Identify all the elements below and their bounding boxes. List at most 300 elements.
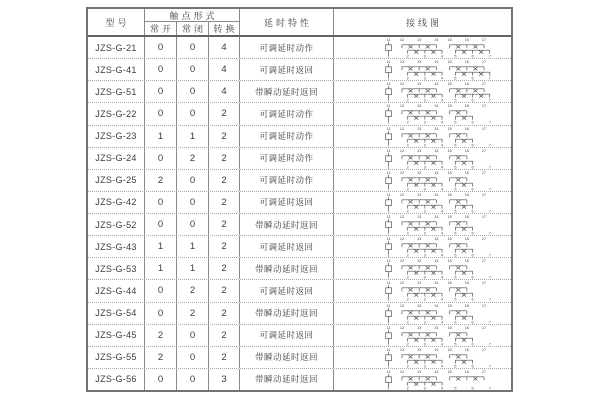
svg-text:6: 6 [471, 364, 474, 368]
svg-text:15: 15 [447, 82, 452, 87]
svg-text:11: 11 [386, 369, 391, 374]
svg-text:5: 5 [454, 320, 457, 324]
svg-text:6: 6 [471, 143, 474, 147]
svg-text:13: 13 [417, 104, 422, 109]
svg-text:3: 3 [423, 143, 426, 147]
normally-closed-cell: 2 [177, 303, 209, 324]
wiring-diagram [334, 37, 511, 58]
wiring-diagram [334, 170, 511, 191]
delay-characteristic-cell: 可调延时动作 [240, 37, 334, 58]
svg-text:13: 13 [417, 369, 422, 374]
svg-text:7: 7 [488, 364, 491, 368]
svg-text:3: 3 [423, 342, 426, 346]
svg-text:12: 12 [399, 303, 405, 308]
normally-closed-cell: 1 [177, 126, 209, 147]
svg-text:4: 4 [440, 120, 444, 125]
svg-text:14: 14 [434, 192, 439, 197]
svg-text:1: 1 [387, 76, 390, 81]
svg-text:6: 6 [471, 275, 474, 280]
svg-text:13: 13 [417, 325, 422, 330]
svg-text:5: 5 [454, 342, 457, 346]
normally-closed-cell: 0 [177, 170, 209, 191]
wiring-diagram [334, 325, 511, 346]
svg-text:4: 4 [440, 386, 444, 390]
svg-text:6: 6 [471, 297, 474, 302]
svg-text:13: 13 [417, 170, 422, 175]
svg-text:3: 3 [423, 297, 426, 302]
svg-text:5: 5 [454, 54, 457, 59]
delay-characteristic-cell: 带瞬动延时返回 [240, 369, 334, 390]
svg-text:7: 7 [488, 54, 491, 59]
svg-text:7: 7 [488, 320, 491, 324]
svg-text:1: 1 [387, 297, 390, 302]
svg-text:5: 5 [454, 231, 457, 236]
normally-open-cell: 0 [145, 37, 177, 58]
svg-text:17: 17 [481, 214, 487, 219]
wiring-diagram [334, 280, 511, 301]
svg-text:17: 17 [481, 369, 487, 374]
svg-text:4: 4 [440, 165, 444, 169]
svg-text:16: 16 [464, 325, 469, 330]
svg-text:16: 16 [464, 303, 469, 308]
svg-text:13: 13 [417, 237, 422, 242]
svg-text:12: 12 [399, 214, 405, 219]
svg-text:2: 2 [406, 253, 409, 258]
svg-text:4: 4 [440, 342, 444, 346]
svg-text:6: 6 [471, 187, 474, 191]
svg-text:15: 15 [447, 170, 452, 175]
svg-text:6: 6 [471, 120, 474, 125]
svg-text:15: 15 [447, 369, 452, 374]
normally-closed-cell: 0 [177, 37, 209, 58]
model-cell: JZS-G-45 [88, 325, 145, 346]
relay-model-table [86, 7, 513, 392]
svg-text:1: 1 [387, 320, 390, 324]
header-changeover: 转换 [209, 22, 240, 35]
svg-text:14: 14 [434, 237, 439, 242]
header-model: 型号 [88, 9, 145, 35]
changeover-cell: 2 [209, 236, 240, 257]
table-row [88, 213, 511, 235]
svg-text:14: 14 [434, 281, 439, 286]
delay-characteristic-cell: 带瞬动延时返回 [240, 347, 334, 368]
normally-open-cell: 0 [145, 369, 177, 390]
svg-text:5: 5 [454, 364, 457, 368]
svg-text:14: 14 [434, 126, 439, 131]
svg-text:15: 15 [447, 347, 452, 352]
svg-text:2: 2 [406, 297, 409, 302]
svg-text:14: 14 [434, 259, 439, 264]
wiring-diagram [334, 303, 511, 324]
svg-text:4: 4 [440, 320, 444, 324]
svg-text:13: 13 [417, 303, 422, 308]
svg-text:16: 16 [464, 104, 469, 109]
delay-characteristic-cell: 可调延时动作 [240, 170, 334, 191]
table-row [88, 235, 511, 257]
normally-open-cell: 2 [145, 170, 177, 191]
delay-characteristic-cell: 可调延时返回 [240, 280, 334, 301]
svg-text:3: 3 [423, 275, 426, 280]
svg-text:1: 1 [387, 253, 390, 258]
svg-text:12: 12 [399, 60, 405, 65]
table-row [88, 125, 511, 147]
svg-text:11: 11 [386, 148, 391, 153]
normally-open-cell: 1 [145, 236, 177, 257]
svg-text:6: 6 [471, 165, 474, 169]
table-row [88, 279, 511, 301]
svg-text:4: 4 [440, 98, 444, 103]
svg-text:14: 14 [434, 369, 439, 374]
svg-text:11: 11 [386, 104, 391, 109]
svg-text:17: 17 [481, 37, 487, 42]
svg-text:14: 14 [434, 214, 439, 219]
delay-characteristic-cell: 可调延时动作 [240, 148, 334, 169]
svg-text:7: 7 [488, 187, 491, 191]
normally-closed-cell: 0 [177, 192, 209, 213]
changeover-cell: 2 [209, 170, 240, 191]
svg-text:5: 5 [454, 98, 457, 103]
svg-text:2: 2 [406, 76, 409, 81]
svg-text:15: 15 [447, 237, 452, 242]
normally-closed-cell: 0 [177, 325, 209, 346]
wiring-diagram [334, 81, 511, 102]
svg-text:17: 17 [481, 104, 487, 109]
changeover-cell: 4 [209, 81, 240, 102]
svg-text:7: 7 [488, 275, 491, 280]
svg-text:1: 1 [387, 231, 390, 236]
model-cell: JZS-G-21 [88, 37, 145, 58]
svg-text:11: 11 [386, 325, 391, 330]
svg-text:14: 14 [434, 60, 439, 65]
wiring-diagram [334, 258, 511, 279]
svg-text:3: 3 [423, 54, 426, 59]
svg-text:3: 3 [423, 98, 426, 103]
svg-text:14: 14 [434, 170, 439, 175]
wiring-diagram [334, 126, 511, 147]
svg-text:1: 1 [387, 209, 390, 213]
model-cell: JZS-G-24 [88, 148, 145, 169]
svg-text:11: 11 [386, 37, 391, 42]
svg-text:3: 3 [423, 187, 426, 191]
svg-text:2: 2 [406, 54, 409, 59]
svg-text:7: 7 [488, 342, 491, 346]
svg-text:12: 12 [399, 104, 405, 109]
svg-text:6: 6 [471, 231, 474, 236]
svg-text:7: 7 [488, 231, 491, 236]
svg-text:3: 3 [423, 364, 426, 368]
svg-text:17: 17 [481, 325, 487, 330]
delay-characteristic-cell: 带瞬动延时返回 [240, 214, 334, 235]
normally-open-cell: 1 [145, 258, 177, 279]
changeover-cell: 2 [209, 214, 240, 235]
svg-text:12: 12 [399, 347, 405, 352]
svg-text:16: 16 [464, 214, 469, 219]
svg-text:15: 15 [447, 214, 452, 219]
svg-text:5: 5 [454, 165, 457, 169]
table-row [88, 37, 511, 58]
svg-text:1: 1 [387, 120, 390, 125]
svg-text:16: 16 [464, 126, 469, 131]
normally-closed-cell: 0 [177, 59, 209, 80]
table-row [88, 80, 511, 102]
svg-text:14: 14 [434, 82, 439, 87]
wiring-diagram [334, 236, 511, 257]
delay-characteristic-cell: 带瞬动延时返回 [240, 303, 334, 324]
svg-text:11: 11 [386, 259, 391, 264]
svg-text:1: 1 [387, 386, 390, 390]
svg-text:11: 11 [386, 237, 391, 242]
svg-text:3: 3 [423, 120, 426, 125]
header-wiring-diagram: 接线图 [405, 17, 442, 28]
svg-text:4: 4 [440, 231, 444, 236]
wiring-diagram [334, 214, 511, 235]
svg-text:7: 7 [488, 143, 491, 147]
model-cell: JZS-G-42 [88, 192, 145, 213]
svg-text:15: 15 [447, 126, 452, 131]
svg-text:16: 16 [464, 37, 469, 42]
svg-text:11: 11 [386, 60, 391, 65]
svg-text:6: 6 [471, 54, 474, 59]
changeover-cell: 2 [209, 325, 240, 346]
svg-text:17: 17 [481, 82, 487, 87]
svg-text:15: 15 [447, 325, 452, 330]
table-row [88, 58, 511, 80]
table-row [88, 257, 511, 279]
header-normally-closed: 常闭 [177, 22, 209, 35]
svg-text:5: 5 [454, 209, 457, 213]
model-cell: JZS-G-41 [88, 59, 145, 80]
wiring-diagram [334, 347, 511, 368]
model-cell: JZS-G-23 [88, 126, 145, 147]
table-header [88, 9, 511, 37]
svg-text:15: 15 [447, 192, 452, 197]
svg-text:12: 12 [399, 37, 405, 42]
svg-text:1: 1 [387, 187, 390, 191]
svg-text:2: 2 [406, 143, 409, 147]
svg-text:17: 17 [481, 192, 487, 197]
svg-text:11: 11 [386, 126, 391, 131]
svg-text:15: 15 [447, 60, 452, 65]
svg-text:17: 17 [481, 347, 487, 352]
svg-text:14: 14 [434, 347, 439, 352]
svg-text:13: 13 [417, 148, 422, 153]
svg-text:11: 11 [386, 347, 391, 352]
table-row [88, 169, 511, 191]
normally-open-cell: 0 [145, 148, 177, 169]
normally-open-cell: 0 [145, 280, 177, 301]
table-row [88, 346, 511, 368]
svg-text:15: 15 [447, 281, 452, 286]
svg-text:11: 11 [386, 214, 391, 219]
svg-text:15: 15 [447, 104, 452, 109]
table-row [88, 368, 511, 390]
svg-text:16: 16 [464, 347, 469, 352]
svg-text:17: 17 [481, 259, 487, 264]
header-normally-open: 常开 [145, 22, 177, 35]
changeover-cell: 2 [209, 192, 240, 213]
normally-closed-cell: 0 [177, 103, 209, 124]
svg-text:11: 11 [386, 192, 391, 197]
svg-text:6: 6 [471, 76, 474, 81]
svg-text:4: 4 [440, 54, 444, 59]
svg-text:1: 1 [387, 275, 390, 280]
svg-text:7: 7 [488, 98, 491, 103]
svg-text:2: 2 [406, 364, 409, 368]
svg-text:5: 5 [454, 187, 457, 191]
svg-text:15: 15 [447, 259, 452, 264]
svg-text:17: 17 [481, 303, 487, 308]
svg-text:2: 2 [406, 342, 409, 346]
svg-text:11: 11 [386, 281, 391, 286]
svg-text:2: 2 [406, 275, 409, 280]
svg-text:5: 5 [454, 297, 457, 302]
svg-text:3: 3 [423, 231, 426, 236]
svg-text:12: 12 [399, 126, 405, 131]
model-cell: JZS-G-44 [88, 280, 145, 301]
svg-text:11: 11 [386, 303, 391, 308]
svg-text:5: 5 [454, 76, 457, 81]
svg-text:2: 2 [406, 120, 409, 125]
svg-text:13: 13 [417, 60, 422, 65]
svg-text:7: 7 [488, 297, 491, 302]
delay-characteristic-cell: 可调延时返回 [240, 236, 334, 257]
svg-text:15: 15 [447, 303, 452, 308]
svg-text:14: 14 [434, 37, 439, 42]
svg-text:5: 5 [454, 386, 457, 390]
normally-closed-cell: 0 [177, 81, 209, 102]
svg-text:13: 13 [417, 281, 422, 286]
svg-text:3: 3 [423, 76, 426, 81]
normally-open-cell: 0 [145, 214, 177, 235]
changeover-cell: 3 [209, 369, 240, 390]
model-cell: JZS-G-53 [88, 258, 145, 279]
changeover-cell: 4 [209, 37, 240, 58]
svg-text:13: 13 [417, 192, 422, 197]
svg-text:3: 3 [423, 386, 426, 390]
svg-text:2: 2 [406, 386, 409, 390]
svg-text:4: 4 [440, 143, 444, 147]
svg-text:12: 12 [399, 148, 405, 153]
svg-text:3: 3 [423, 165, 426, 169]
normally-closed-cell: 0 [177, 369, 209, 390]
svg-text:15: 15 [447, 37, 452, 42]
svg-text:3: 3 [423, 209, 426, 213]
svg-text:4: 4 [440, 297, 444, 302]
normally-open-cell: 0 [145, 103, 177, 124]
delay-characteristic-cell: 可调延时返回 [240, 59, 334, 80]
changeover-cell: 2 [209, 303, 240, 324]
svg-text:13: 13 [417, 126, 422, 131]
delay-characteristic-cell: 可调延时返回 [240, 192, 334, 213]
svg-text:6: 6 [471, 342, 474, 346]
svg-text:16: 16 [464, 60, 469, 65]
svg-text:17: 17 [481, 237, 487, 242]
svg-text:2: 2 [406, 165, 409, 169]
svg-text:1: 1 [387, 98, 390, 103]
svg-text:5: 5 [454, 120, 457, 125]
svg-text:1: 1 [387, 54, 390, 59]
model-cell: JZS-G-51 [88, 81, 145, 102]
svg-text:7: 7 [488, 386, 491, 390]
table-row [88, 147, 511, 169]
normally-open-cell: 0 [145, 81, 177, 102]
normally-open-cell: 0 [145, 59, 177, 80]
svg-text:13: 13 [417, 214, 422, 219]
svg-text:1: 1 [387, 165, 390, 169]
svg-text:12: 12 [399, 170, 405, 175]
svg-text:7: 7 [488, 76, 491, 81]
normally-open-cell: 2 [145, 325, 177, 346]
wiring-diagram [334, 148, 511, 169]
normally-open-cell: 1 [145, 126, 177, 147]
svg-text:4: 4 [440, 275, 444, 280]
svg-text:6: 6 [471, 386, 474, 390]
svg-text:17: 17 [481, 170, 487, 175]
svg-text:7: 7 [488, 209, 491, 213]
svg-text:16: 16 [464, 259, 469, 264]
svg-text:4: 4 [440, 76, 444, 81]
delay-characteristic-cell: 可调延时动作 [240, 103, 334, 124]
table-row [88, 302, 511, 324]
svg-text:16: 16 [464, 369, 469, 374]
svg-text:17: 17 [481, 126, 487, 131]
model-cell: JZS-G-56 [88, 369, 145, 390]
svg-text:7: 7 [488, 120, 491, 125]
svg-text:16: 16 [464, 82, 469, 87]
wiring-diagram [334, 192, 511, 213]
model-cell: JZS-G-22 [88, 103, 145, 124]
svg-text:2: 2 [406, 231, 409, 236]
changeover-cell: 4 [209, 59, 240, 80]
header-contact-form: 触点形式 [145, 9, 240, 22]
svg-text:1: 1 [387, 364, 390, 368]
svg-text:6: 6 [471, 209, 474, 213]
svg-text:7: 7 [488, 253, 491, 258]
changeover-cell: 2 [209, 280, 240, 301]
delay-characteristic-cell: 可调延时动作 [240, 126, 334, 147]
changeover-cell: 2 [209, 126, 240, 147]
svg-text:15: 15 [447, 148, 452, 153]
wiring-diagram [334, 103, 511, 124]
svg-text:12: 12 [399, 281, 405, 286]
wiring-diagram [334, 369, 511, 390]
normally-closed-cell: 1 [177, 258, 209, 279]
model-cell: JZS-G-25 [88, 170, 145, 191]
delay-characteristic-cell: 带瞬动延时返回 [240, 81, 334, 102]
svg-text:4: 4 [440, 187, 444, 191]
svg-text:14: 14 [434, 303, 439, 308]
delay-characteristic-cell: 可调延时返回 [240, 325, 334, 346]
svg-text:13: 13 [417, 259, 422, 264]
normally-open-cell: 0 [145, 303, 177, 324]
svg-text:6: 6 [471, 253, 474, 258]
normally-closed-cell: 2 [177, 280, 209, 301]
svg-text:16: 16 [464, 148, 469, 153]
model-cell: JZS-G-54 [88, 303, 145, 324]
svg-text:14: 14 [434, 148, 439, 153]
svg-text:2: 2 [406, 187, 409, 191]
table-row [88, 191, 511, 213]
svg-text:12: 12 [399, 369, 405, 374]
normally-closed-cell: 0 [177, 347, 209, 368]
svg-text:4: 4 [440, 364, 444, 368]
svg-text:1: 1 [387, 143, 390, 147]
svg-text:17: 17 [481, 60, 487, 65]
normally-open-cell: 2 [145, 347, 177, 368]
table-row [88, 102, 511, 124]
svg-text:11: 11 [386, 170, 391, 175]
svg-text:13: 13 [417, 37, 422, 42]
